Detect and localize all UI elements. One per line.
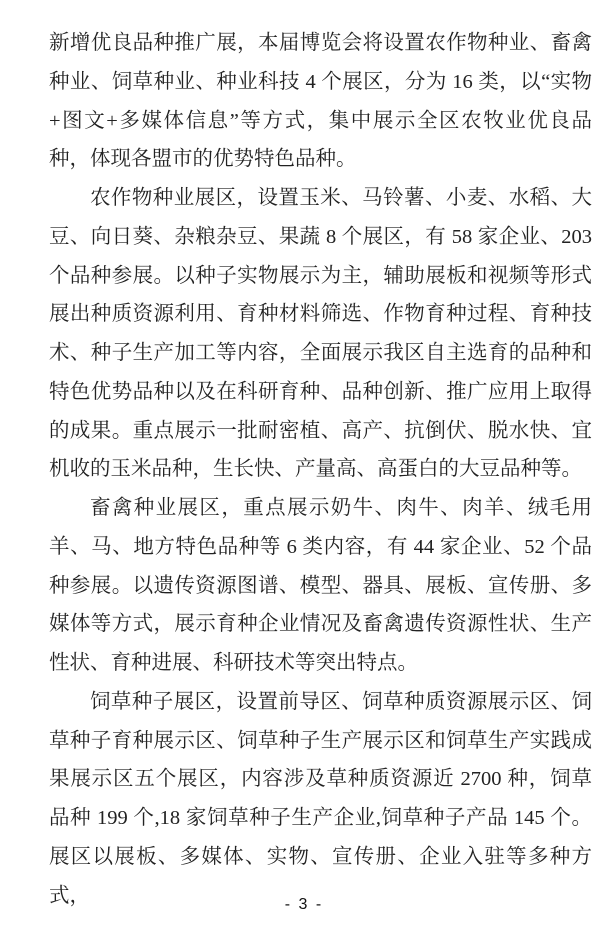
paragraph-crop-seed-zone: 农作物种业展区，设置玉米、马铃薯、小麦、水稻、大豆、向日葵、杂粮杂豆、果蔬 8 个展区，有 58 家企业、203 个品种参展。以种子实物展示为主，辅助展板和视频等形式展出种质资源利用、育种材料筛选、作物育种过程、育种技术、种子生产加工等内容，全面展示我区自主选育的品种和特色优势品种以及在科研育种、品种创新、推广应用上取得的成果。重点展示一批耐密植、高产、抗倒伏、脱水快、宜机收的玉米品种，生长快、产量高、高蛋白的大豆品种等。 [49,187,592,481]
document-text-block [49,24,592,915]
paragraph-forage-seed-zone: 饲草种子展区，设置前导区、饲草种质资源展示区、饲草种子育种展示区、饲草种子生产展示区和饲草生产实践成果展示区五个展区，内容涉及草种质资源近 2700 种，饲草品种 199 个,18 家饲草种子生产企业,饲草种子产品 145 个。展区以展板、多媒体、实物、宣传册、企业入驻等多种方式， [49,690,592,907]
page-number: - 3 - [284,896,324,913]
paragraph-expo-overview: 新增优良品种推广展，本届博览会将设置农作物种业、畜禽种业、饲草种业、种业科技 4 个展区，分为 16 类，以“实物+图文+多媒体信息”等方式，集中展示全区农牧业优良品种，体现各盟市的优势特色品种。 [49,32,592,171]
paragraph-livestock-zone: 畜禽种业展区，重点展示奶牛、肉牛、肉羊、绒毛用羊、马、地方特色品种等 6 类内容，有 44 家企业、52 个品种参展。以遗传资源图谱、模型、器具、展板、宣传册、多媒体等方式，展示育种企业情况及畜禽遗传资源性状、生产性状、育种进展、科研技术等突出特点。 [49,497,592,674]
